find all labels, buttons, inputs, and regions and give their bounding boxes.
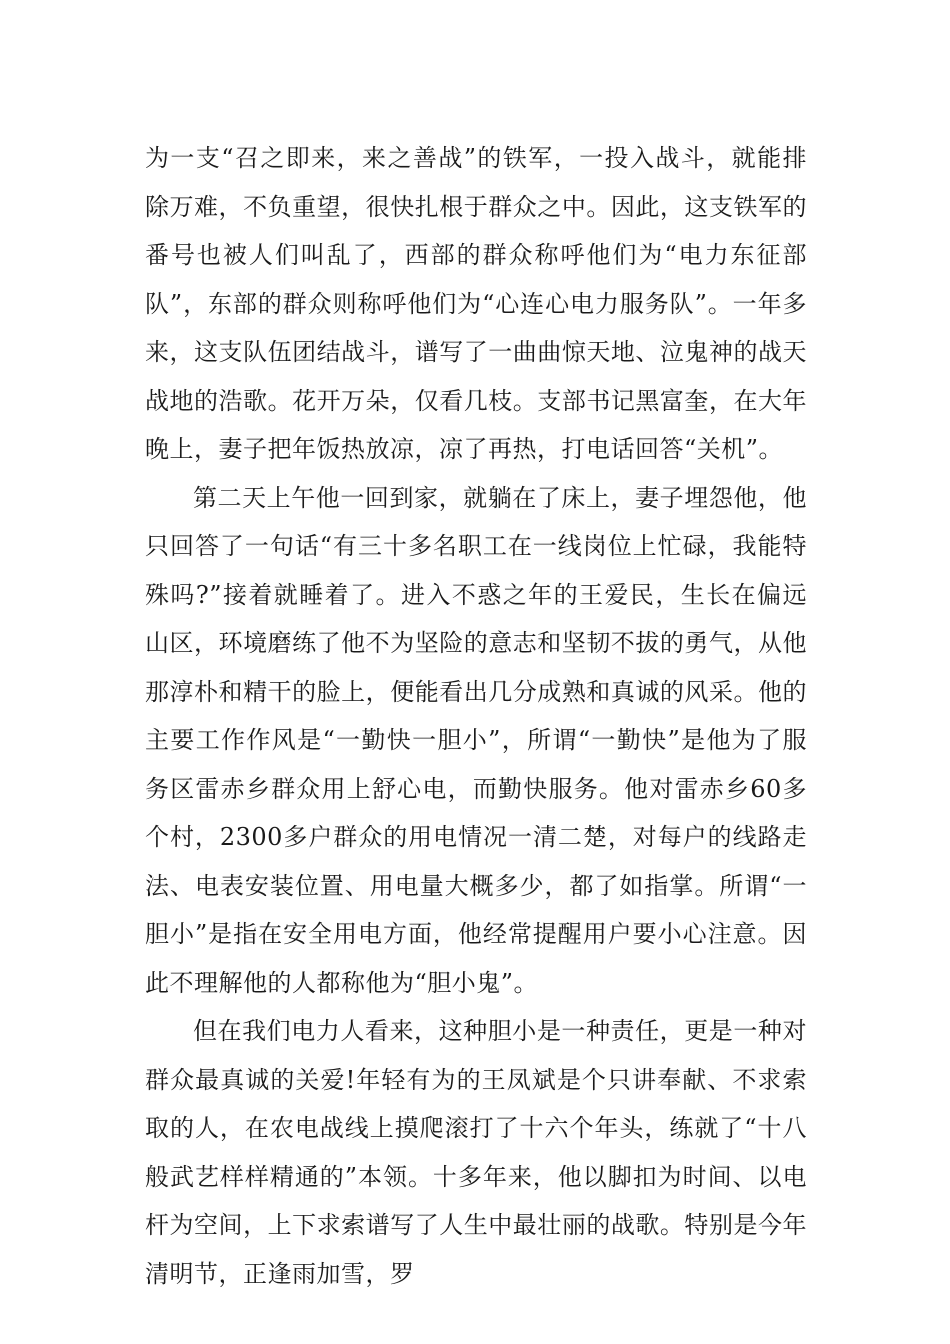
document-body [145,134,807,1298]
paragraph-1: 为一支“召之即来，来之善战”的铁军，一投入战斗，就能排除万难，不负重望，很快扎根于群众之中。因此，这支铁军的番号也被人们叫乱了，西部的群众称呼他们为“电力东征部队”，东部的群众则称呼他们为“心连心电力服务队”。一年多来，这支队伍团结战斗，谱写了一曲曲惊天地、泣鬼神的战天战地的浩歌。花开万朵，仅看几枝。支部书记黑富奎，在大年晚上，妻子把年饭热放凉，凉了再热，打电话回答“关机”。 [145,144,807,463]
paragraph-2: 第二天上午他一回到家，就躺在了床上，妻子埋怨他，他只回答了一句话“有三十多名职工在一线岗位上忙碌，我能特殊吗?”接着就睡着了。进入不惑之年的王爱民，生长在偏远山区，环境磨练了他不为坚险的意志和坚韧不拔的勇气，从他那淳朴和精干的脸上，便能看出几分成熟和真诚的风采。他的主要工作作风是“一勤快一胆小”，所谓“一勤快”是他为了服务区雷赤乡群众用上舒心电，而勤快服务。他对雷赤乡60多个村，2300多户群众的用电情况一清二楚，对每户的线路走法、电表安装位置、用电量大概多少，都了如指掌。所谓“一胆小”是指在安全用电方面，他经常提醒用户要小心注意。因此不理解他的人都称他为“胆小鬼”。 [145,483,807,997]
paragraph-3: 但在我们电力人看来，这种胆小是一种责任，更是一种对群众最真诚的关爱!年轻有为的王凤斌是个只讲奉献、不求索取的人，在农电战线上摸爬滚打了十六个年头，练就了“十八般武艺样样精通的”本领。十多年来，他以脚扣为时间、以电杆为空间，上下求索谱写了人生中最壮丽的战歌。特别是今年清明节，正逢雨加雪，罗 [145,1017,807,1288]
